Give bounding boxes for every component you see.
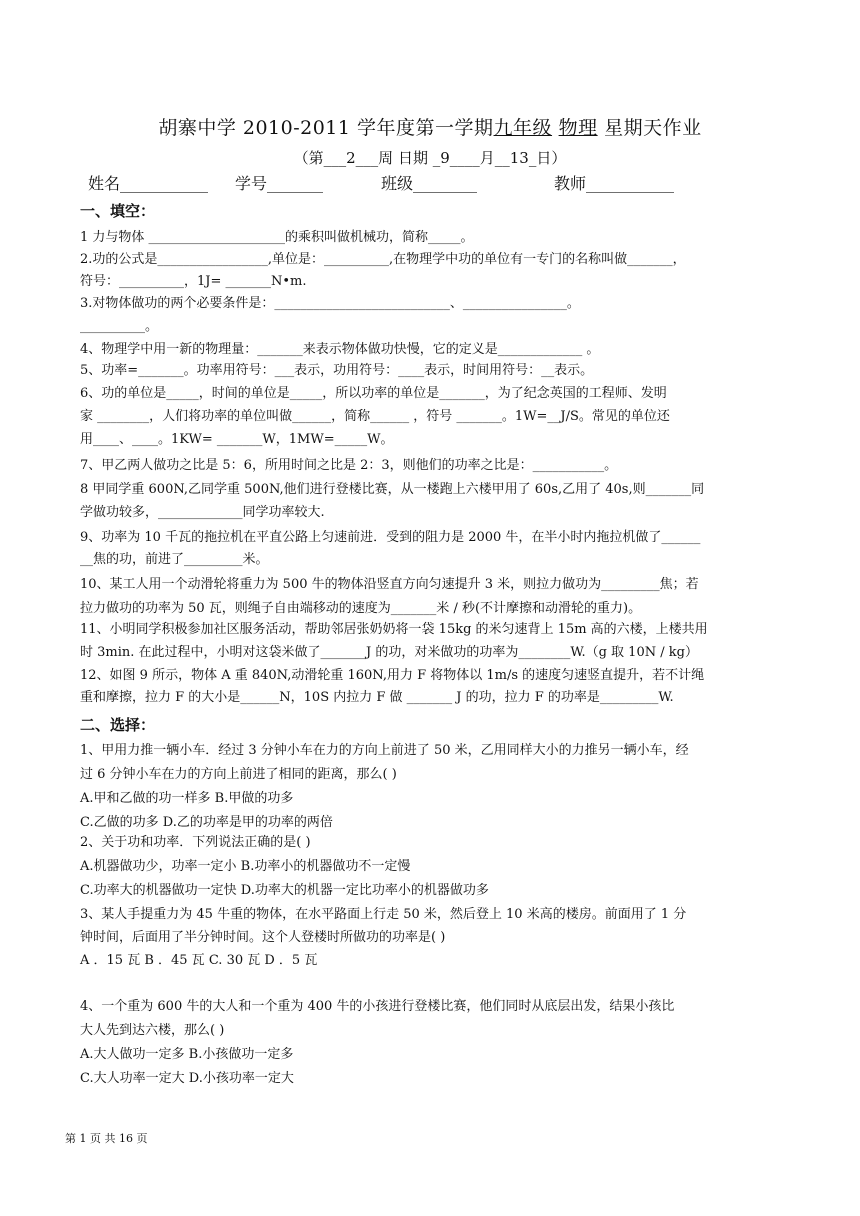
question-line: 5、功率=_______。功率用符号：___表示，功用符号：____表示，时间用符号：__表示。 [80,363,594,378]
question-line: 学做功较多，_____________同学功率较大. [80,505,325,520]
question-line: __________。 [80,319,159,334]
title-grade: 九年级 [493,117,553,139]
question-line: 6、功的单位是_____，时间的单位是_____，所以功率的单位是_______，为了纪念英国的工程师、发明 [80,386,667,401]
title-subject: 物理 [558,117,598,139]
option-line: C.功率大的机器做功一定快 D.功率大的机器一定比功率小的机器做功多 [80,883,489,898]
question-line: 9、功率为 10 千瓦的拖拉机在平直公路上匀速前进．受到的阻力是 2000 牛，在半小时内拖拉机做了______ [80,530,701,545]
question-line: 3.对物体做功的两个必要条件是：___________________________、________________。 [80,296,580,311]
question-line: 过 6 分钟小车在力的方向上前进了相同的距离，那么( ) [80,767,397,782]
option-line: A.大人做功一定多 B.小孩做功一定多 [80,1047,294,1062]
week-date-line: （第___2___周 日期 _9____月__13_日） [293,149,567,167]
name-field: 姓名___________ [88,174,209,193]
question-line: 4、一个重为 600 牛的大人和一个重为 400 牛的小孩进行登楼比赛，他们同时从底层出发，结果小孩比 [80,999,675,1014]
question-line: 时 3min. 在此过程中，小明对这袋米做了_______J 的功，对米做功的功率为________W.（g 取 10N / kg） [80,645,698,660]
question-line: 重和摩擦，拉力 F 的大小是______N，10S 内拉力 F 做 _______ J 的功，拉力 F 的功率是_________W. [80,690,674,705]
option-line: A.机器做功少，功率一定小 B.功率小的机器做功不一定慢 [80,859,411,874]
option-line: C.乙做的功多 D.乙的功率是甲的功率的两倍 [80,815,333,830]
title-school-term: 胡寨中学 2010-2011 学年度第一学期 [158,117,494,139]
option-line: A.甲和乙做的功一样多 B.甲做的功多 [80,791,294,806]
question-line: 钟时间，后面用了半分钟时间。这个人登楼时所做功的功率是( ) [80,930,446,945]
question-line: 1 力与物体 _____________________的乘积叫做机械功，简称_____。 [80,230,474,245]
question-line: 8 甲同学重 600N,乙同学重 500N,他们进行登楼比赛，从一楼跑上六楼甲用了 60s,乙用了 40s,则_______同 [80,482,705,497]
question-line: 4、物理学中用一新的物理量：_______来表示物体做功快慢，它的定义是_____________ 。 [80,342,600,357]
question-line: 10、某工人用一个动滑轮将重力为 500 牛的物体沿竖直方向匀速提升 3 米，则拉力做功为_________焦；若 [80,577,699,592]
question-line: 符号：__________，1J= _______N•m. [80,274,307,289]
question-line: 大人先到达六楼，那么( ) [80,1023,225,1038]
question-line: 11、小明同学积极参加社区服务活动，帮助邻居张奶奶将一袋 15kg 的米匀速背上 15m 高的六楼，上楼共用 [80,622,708,637]
question-line: 拉力做功的功率为 50 瓦，则绳子自由端移动的速度为_______米 / 秒(不计摩擦和动滑轮的重力)。 [80,601,642,616]
page-footer: 第 1 页 共 16 页 [65,1132,148,1145]
question-line: 3、某人手提重力为 45 牛重的物体，在水平路面上行走 50 米，然后登上 10 米高的楼房。前面用了 1 分 [80,907,687,922]
title-homework: 星期天作业 [604,117,702,139]
class-field: 班级________ [381,174,478,193]
option-line: A ．15 瓦 B ．45 瓦 C. 30 瓦 D ．5 瓦 [80,953,318,968]
section-choice-title: 二、选择： [80,716,156,734]
teacher-field: 教师___________ [554,174,675,193]
question-line: 2、关于功和功率．下列说法正确的是( ) [80,835,311,850]
question-line: 1、甲用力推一辆小车．经过 3 分钟小车在力的方向上前进了 50 米，乙用同样大小的力推另一辆小车，经 [80,743,689,758]
option-line: C.大人功率一定大 D.小孩功率一定大 [80,1071,294,1086]
question-line: 家 ________，人们将功率的单位叫做______，简称______ ，符号 _______。1W=__J/S。常见的单位还 [80,409,670,424]
question-line: __焦的功，前进了_________米。 [80,552,269,567]
question-line: 用____、____。1KW= _______W，1MW=_____W。 [80,432,394,447]
question-line: 12、如图 9 所示，物体 A 重 840N,动滑轮重 160N,用力 F 将物体以 1m/s 的速度匀速竖直提升，若不计绳 [80,668,705,683]
question-line: 2.功的公式是_________________,单位是：__________,在物理学中功的单位有一专门的名称叫做_______， [80,252,686,267]
question-line: 7、甲乙两人做功之比是 5：6，所用时间之比是 2：3，则他们的功率之比是：___________。 [80,458,618,473]
page-title [0,113,860,140]
section-fill-blank-title: 一、填空： [80,202,156,220]
student-number-field: 学号_______ [235,174,324,193]
